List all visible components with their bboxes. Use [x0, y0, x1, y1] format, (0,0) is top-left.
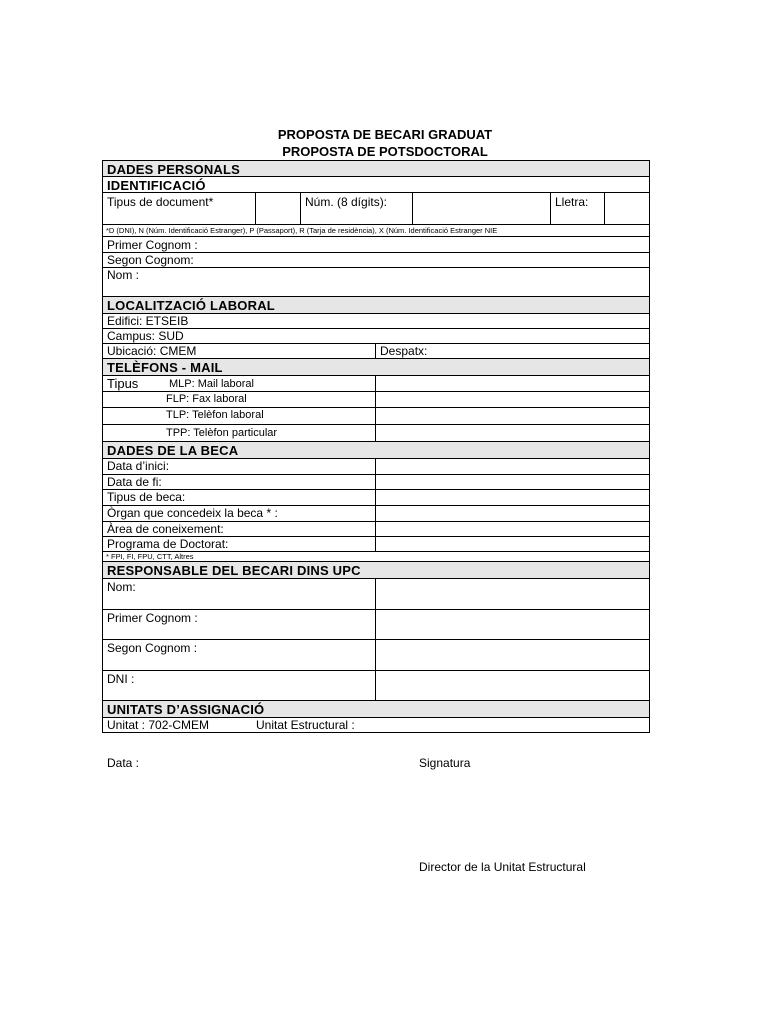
- responsible-surname2-field[interactable]: [375, 640, 649, 670]
- phone-flp-field[interactable]: [375, 392, 649, 407]
- grant-end-label: Data de fi:: [107, 475, 162, 489]
- grant-organ-field[interactable]: [375, 506, 649, 521]
- grant-end-field[interactable]: [375, 475, 649, 489]
- building-label: Edifici: ETSEIB: [107, 314, 189, 328]
- responsible-surname1-label: Primer Cognom :: [107, 611, 198, 625]
- responsible-surname1-field[interactable]: [375, 610, 649, 639]
- grant-start-field[interactable]: [375, 459, 649, 474]
- doc-number-label-cell: [300, 193, 413, 224]
- grant-organ-label: Òrgan que concedeix la beca * :: [107, 506, 278, 520]
- doc-type-label: Tipus de document*: [107, 195, 214, 209]
- phone-type-row-mlp: [103, 376, 649, 392]
- doc-number-label: Núm. (8 dígits):: [305, 195, 388, 209]
- doc-number-field[interactable]: [412, 193, 551, 224]
- grant-program-label: Programa de Doctorat:: [107, 537, 229, 551]
- surname1-row[interactable]: [103, 237, 649, 253]
- surname1-label: Primer Cognom :: [107, 238, 198, 252]
- doc-type-field[interactable]: [255, 193, 301, 224]
- date-label: Data :: [107, 756, 140, 770]
- grant-start-row: [103, 459, 649, 475]
- grant-type-label: Tipus de beca:: [107, 490, 186, 504]
- surname2-row[interactable]: [103, 253, 649, 268]
- section-location-header: [103, 297, 649, 314]
- grant-area-label: Àrea de coneixement:: [107, 522, 224, 536]
- phone-mlp-field[interactable]: [375, 376, 649, 391]
- phone-type-tpp: TPP: Telèfon particular: [166, 427, 278, 439]
- place-label: Ubicació: CMEM: [107, 344, 197, 358]
- unit-label: Unitat : 702-CMEM: [107, 718, 210, 732]
- section-grant-title: DADES DE LA BECA: [107, 443, 239, 458]
- section-location-title: LOCALITZACIÓ LABORAL: [107, 298, 275, 313]
- section-phones-title: TELÈFONS - MAIL: [107, 360, 223, 375]
- phone-tpp-field[interactable]: [375, 425, 649, 441]
- grant-program-row: [103, 537, 649, 552]
- form-title: PROPOSTA DE BECARI GRADUAT: [277, 127, 493, 142]
- section-identification-title: IDENTIFICACIÓ: [107, 178, 206, 193]
- section-units-title: UNITATS D’ASSIGNACIÓ: [107, 702, 265, 717]
- section-grant-header: [103, 442, 649, 459]
- building-row: [103, 314, 649, 329]
- document-row: [103, 193, 649, 225]
- responsible-dni-label: DNI :: [107, 672, 135, 686]
- place-row: [103, 344, 649, 359]
- section-personal-header: [103, 161, 649, 177]
- doc-letter-field[interactable]: [604, 193, 649, 224]
- grant-note-row: [103, 552, 649, 562]
- units-row: [103, 718, 649, 733]
- grant-area-row: [103, 522, 649, 537]
- document-note: *D (DNI), N (Núm. Identificació Estranger), P (Passaport), R (Tarja de residència), X (Núm. Identificació Estranger NIE: [106, 226, 498, 235]
- responsible-name-label: Nom:: [107, 580, 136, 594]
- responsible-surname2-label: Segon Cognom :: [107, 641, 198, 655]
- name-label: Nom :: [107, 268, 140, 282]
- section-personal-title: DADES PERSONALS: [107, 162, 241, 177]
- phone-type-row-tlp: [103, 408, 649, 425]
- grant-program-field[interactable]: [375, 537, 649, 551]
- form-subtitle: PROPOSTA DE POTSDOCTORAL: [282, 144, 488, 159]
- grant-area-field[interactable]: [375, 522, 649, 536]
- doc-letter-label-cell: [550, 193, 605, 224]
- grant-organ-row: [103, 506, 649, 522]
- grant-note: * FPI, FI, FPU, CTT, Altres: [106, 552, 194, 561]
- phone-type-tlp: TLP: Telèfon laboral: [166, 409, 264, 421]
- phone-type-row-flp: [103, 392, 649, 408]
- responsible-surname2-row: [103, 640, 649, 671]
- responsible-dni-row: [103, 671, 649, 701]
- grant-type-field[interactable]: [375, 490, 649, 505]
- campus-row: [103, 329, 649, 344]
- responsible-surname1-row: [103, 610, 649, 640]
- responsible-dni-field[interactable]: [375, 671, 649, 700]
- director-label: Director de la Unitat Estructural: [419, 860, 586, 874]
- responsible-name-row: [103, 579, 649, 610]
- campus-label: Campus: SUD: [107, 329, 184, 343]
- responsible-name-field[interactable]: [375, 579, 649, 609]
- document-note-row: [103, 225, 649, 237]
- grant-start-label: Data d’inici:: [107, 459, 170, 473]
- phone-type-mlp: MLP: Mail laboral: [169, 378, 254, 390]
- office-label: Despatx:: [380, 344, 428, 358]
- section-identification-header: [103, 177, 649, 193]
- phone-type-flp: FLP: Fax laboral: [166, 393, 247, 405]
- phone-type-label: Tipus: [107, 376, 139, 391]
- section-responsible-header: [103, 562, 649, 579]
- phone-tlp-field[interactable]: [375, 408, 649, 424]
- section-responsible-title: RESPONSABLE DEL BECARI DINS UPC: [107, 563, 361, 578]
- structural-unit-label[interactable]: Unitat Estructural :: [256, 718, 355, 732]
- section-phones-header: [103, 359, 649, 376]
- proposal-form: [102, 160, 650, 733]
- grant-type-row: [103, 490, 649, 506]
- doc-letter-label: Lletra:: [555, 195, 589, 209]
- phone-type-row-tpp: [103, 425, 649, 442]
- grant-end-row: [103, 475, 649, 490]
- name-row[interactable]: [103, 268, 649, 297]
- surname2-label: Segon Cognom:: [107, 253, 194, 267]
- office-field[interactable]: [375, 344, 649, 358]
- section-units-header: [103, 701, 649, 718]
- signature-label: Signatura: [419, 756, 471, 770]
